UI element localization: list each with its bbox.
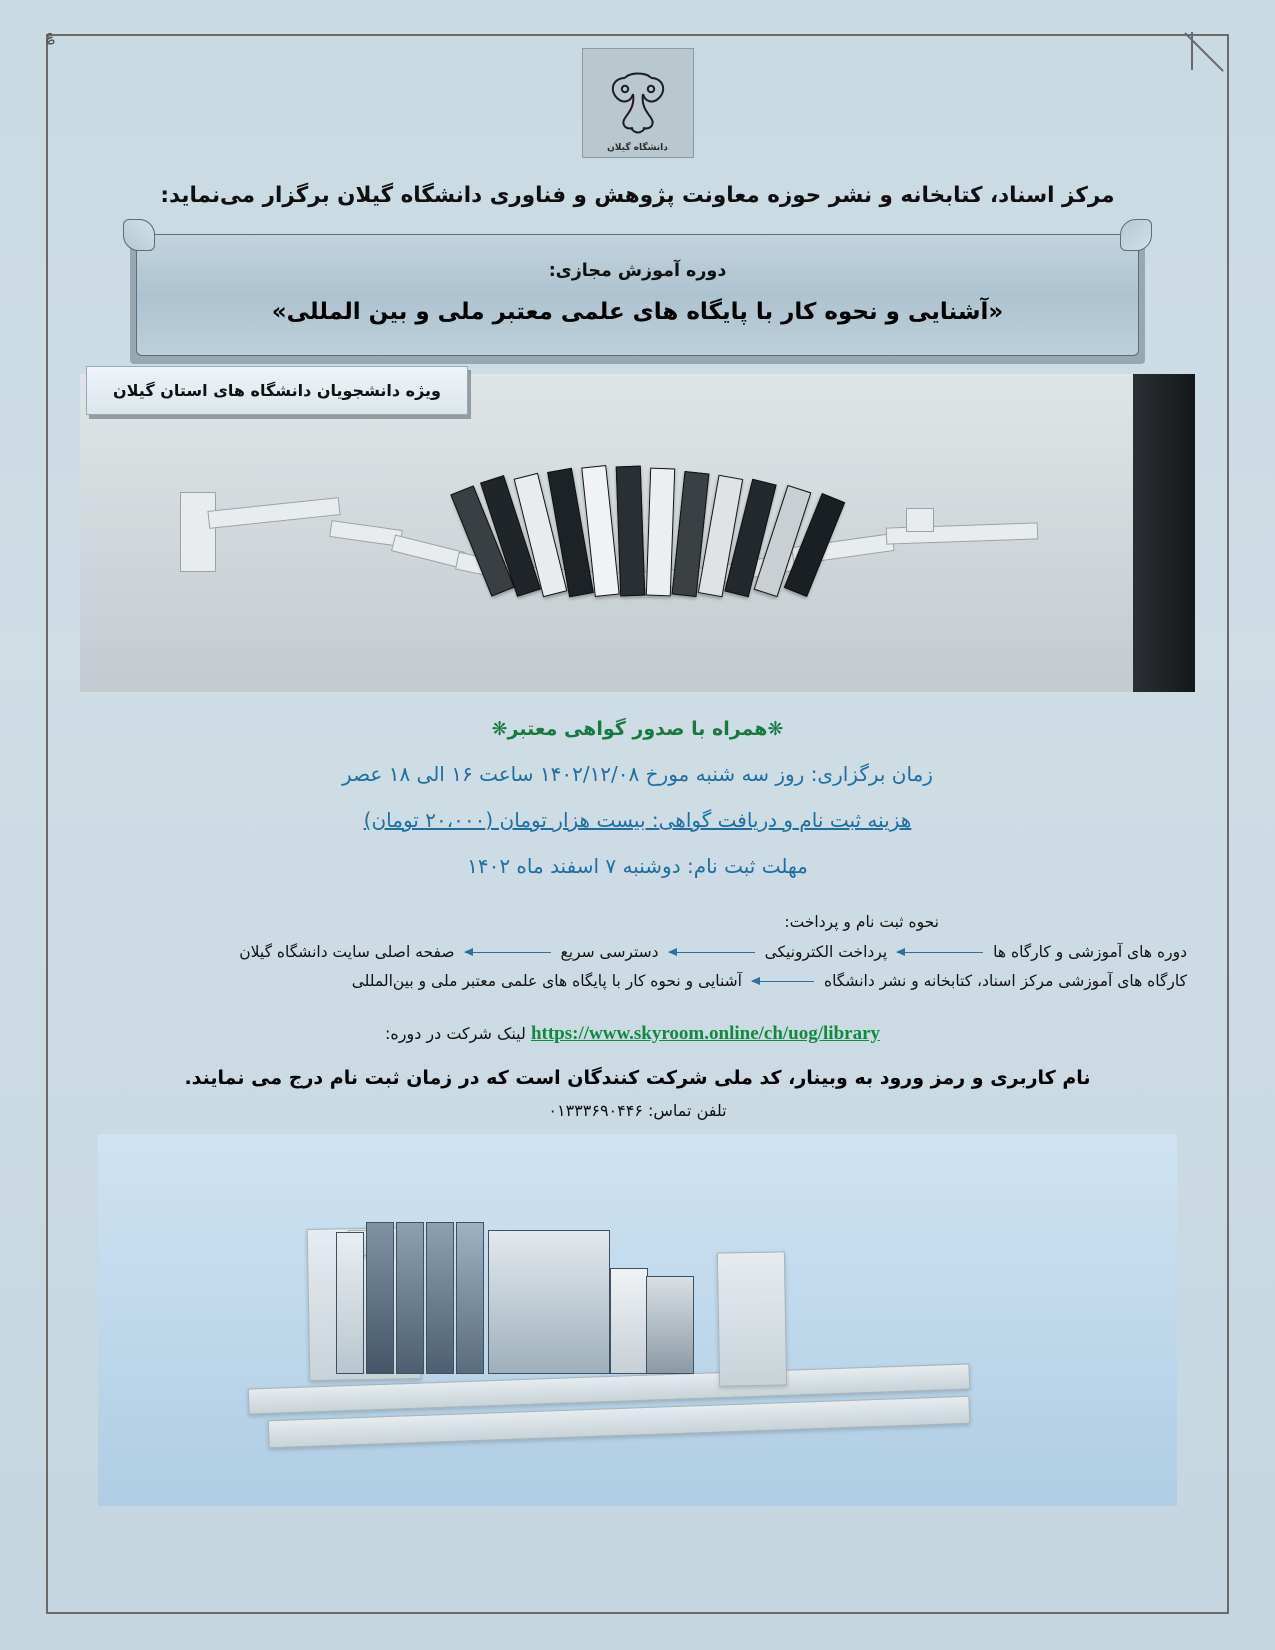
binder-small — [610, 1268, 648, 1374]
detail-fee: هزینه ثبت نام و دریافت گواهی: بیست هزار تومان (۲۰،۰۰۰ تومان) — [363, 808, 912, 833]
arrow-icon — [465, 952, 551, 953]
logo-caption: دانشگاه گیلان — [607, 143, 668, 153]
banner-title: «آشنایی و نحوه کار با پایگاه های علمی معتبر ملی و بین المللی» — [271, 299, 1004, 326]
photo-binders-shelf — [98, 1134, 1177, 1506]
photo-books-shelf — [80, 374, 1195, 692]
registration-steps-row-1 — [88, 938, 1187, 967]
registration-steps — [88, 908, 1187, 996]
binder-spine — [396, 1222, 424, 1374]
credentials-note: نام کاربری و رمز ورود به وبینار، کد ملی شرکت کنندگان است که در زمان ثبت نام درج می نمایند. — [184, 1066, 1091, 1089]
audience-badge: ویژه دانشجویان دانشگاه های استان گیلان — [86, 366, 468, 415]
step-workshops: دوره های آموزشی و کارگاه ها — [993, 942, 1187, 961]
banner-curl-right-icon — [1120, 219, 1152, 251]
participation-link-row — [64, 1023, 1211, 1045]
contact-phone: تلفن تماس: ۰۱۳۳۳۶۹۰۴۴۶ — [548, 1100, 727, 1120]
book-spine — [616, 466, 646, 597]
step-library-workshops: کارگاه های آموزشی مرکز اسناد، کتابخانه و نشر دانشگاه — [823, 972, 1187, 991]
university-logo — [582, 48, 694, 158]
binder-small — [646, 1276, 694, 1374]
binder-spine — [336, 1232, 364, 1374]
banner-body — [136, 234, 1139, 356]
course-banner — [136, 234, 1139, 356]
binder-front-cover — [488, 1230, 610, 1374]
poster-content — [46, 34, 1229, 1614]
step-quick-access: دسترسی سریع — [560, 942, 659, 961]
detail-time: زمان برگزاری: روز سه شنبه مورخ ۱۴۰۲/۱۲/۰۸ ساعت ۱۶ الی ۱۸ عصر — [342, 762, 933, 787]
shelf-bracket-right — [906, 508, 934, 532]
arrow-icon — [897, 952, 983, 953]
logo-container — [64, 48, 1211, 158]
step-main-site: صفحه اصلی سایت دانشگاه گیلان — [239, 942, 455, 961]
organizer-heading: مرکز اسناد، کتابخانه و نشر حوزه معاونت پژوهش و فناوری دانشگاه گیلان برگزار می‌نماید: — [160, 183, 1115, 208]
binder-spine — [366, 1222, 394, 1374]
step-course-name: آشنایی و نحوه کار با پایگاه های علمی معتبر ملی و بین‌المللی — [351, 972, 742, 991]
binder-spine — [426, 1222, 454, 1374]
photo-dark-edge — [1133, 374, 1195, 692]
detail-deadline: مهلت ثبت نام: دوشنبه ۷ اسفند ماه ۱۴۰۲ — [467, 854, 808, 879]
registration-steps-label: نحوه ثبت نام و پرداخت: — [784, 913, 939, 932]
shelf-bracket-left — [180, 492, 216, 572]
step-epayment: پرداخت الکترونیکی — [764, 942, 888, 961]
binder-spine — [456, 1222, 484, 1374]
arrow-icon — [669, 952, 755, 953]
banner-curl-bottom-icon — [123, 219, 155, 251]
registration-steps-row-2 — [88, 967, 1187, 996]
book-spine — [646, 468, 675, 597]
webinar-link[interactable]: https://www.skyroom.online/ch/uog/library — [530, 1022, 881, 1044]
plank-upright-right — [717, 1251, 787, 1386]
certificate-note: ❋همراه با صدور گواهی معتبر❋ — [491, 718, 784, 741]
participation-link-label: لینک شرکت در دوره: — [384, 1023, 526, 1043]
banner-subtitle: دوره آموزش مجازی: — [548, 261, 727, 282]
arrow-icon — [752, 981, 814, 982]
